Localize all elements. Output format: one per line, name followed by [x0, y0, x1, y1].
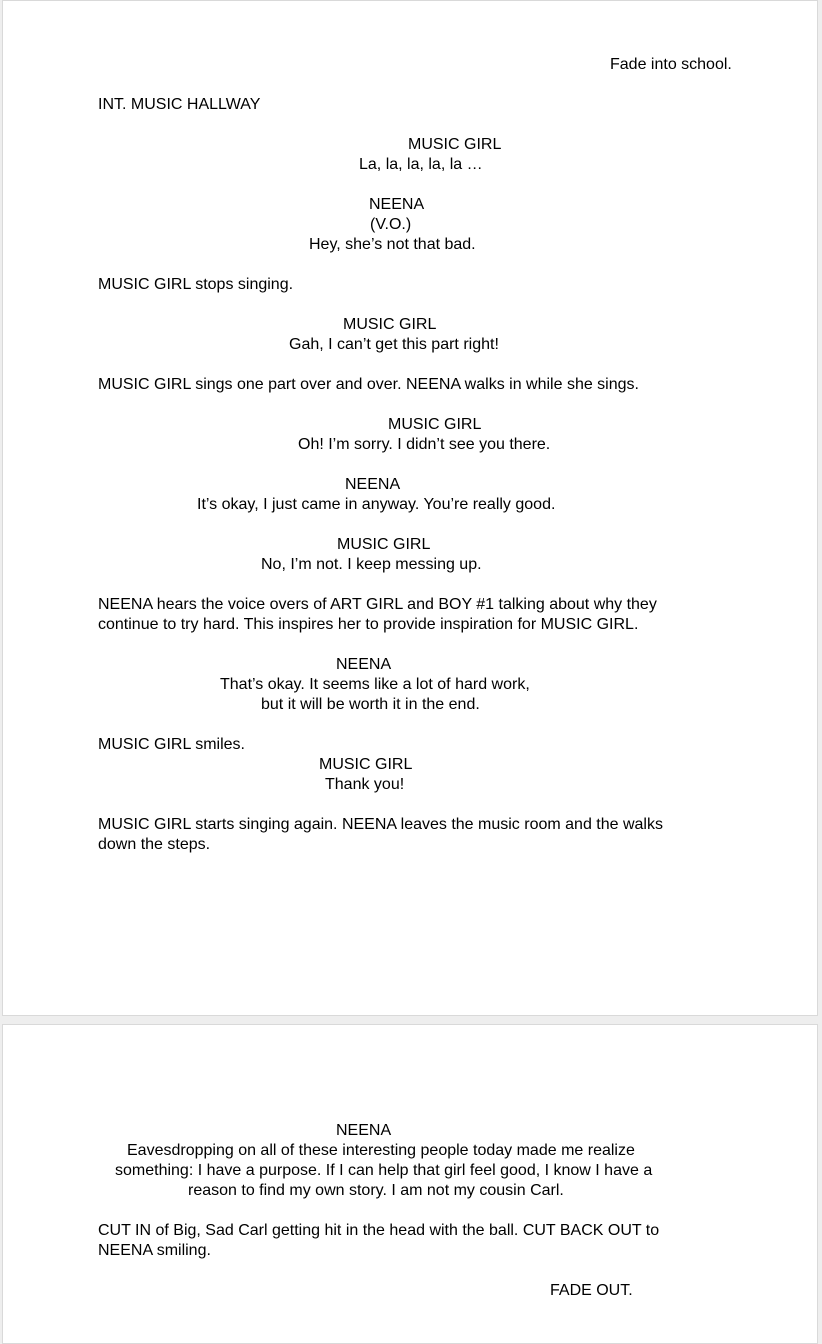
character-name: NEENA	[336, 656, 392, 673]
action-line: MUSIC GIRL sings one part over and over. NEENA walks in while she sings.	[98, 376, 639, 393]
dialogue: Oh! I’m sorry. I didn’t see you there.	[298, 436, 551, 453]
character-name: MUSIC GIRL	[337, 536, 431, 553]
character-name: MUSIC GIRL	[343, 316, 437, 333]
action-line: NEENA hears the voice overs of ART GIRL and BOY #1 talking about why they	[98, 596, 657, 613]
action-line: continue to try hard. This inspires her to provide inspiration for MUSIC GIRL.	[98, 616, 639, 633]
dialogue: Hey, she’s not that bad.	[309, 236, 476, 253]
character-name: NEENA	[336, 1122, 392, 1139]
character-name: MUSIC GIRL	[408, 136, 502, 153]
action-line: down the steps.	[98, 836, 211, 853]
dialogue: It’s okay, I just came in anyway. You’re really good.	[197, 496, 556, 513]
dialogue: something: I have a purpose. If I can help that girl feel good, I know I have a	[115, 1162, 653, 1179]
transition-fade-out: FADE OUT.	[550, 1282, 633, 1299]
action-line: MUSIC GIRL smiles.	[98, 736, 245, 753]
script-page-2	[2, 1024, 818, 1344]
character-name: MUSIC GIRL	[319, 756, 413, 773]
parenthetical: (V.O.)	[370, 216, 412, 233]
dialogue: Thank you!	[325, 776, 405, 793]
character-name: NEENA	[345, 476, 401, 493]
scene-heading: INT. MUSIC HALLWAY	[98, 96, 261, 113]
dialogue: Gah, I can’t get this part right!	[289, 336, 499, 353]
dialogue: La, la, la, la, la …	[359, 156, 483, 173]
dialogue: That’s okay. It seems like a lot of hard work,	[220, 676, 530, 693]
action-line: MUSIC GIRL stops singing.	[98, 276, 294, 293]
transition-fade-in: Fade into school.	[610, 56, 732, 73]
dialogue: No, I’m not. I keep messing up.	[261, 556, 482, 573]
character-name: MUSIC GIRL	[388, 416, 482, 433]
action-line: MUSIC GIRL starts singing again. NEENA leaves the music room and the walks	[98, 816, 663, 833]
action-line: CUT IN of Big, Sad Carl getting hit in the head with the ball. CUT BACK OUT to	[98, 1222, 660, 1239]
dialogue: but it will be worth it in the end.	[261, 696, 480, 713]
dialogue: Eavesdropping on all of these interesting people today made me realize	[127, 1142, 635, 1159]
script-page-1	[2, 0, 818, 1016]
action-line: NEENA smiling.	[98, 1242, 211, 1259]
character-name: NEENA	[369, 196, 425, 213]
dialogue: reason to find my own story. I am not my cousin Carl.	[188, 1182, 564, 1199]
